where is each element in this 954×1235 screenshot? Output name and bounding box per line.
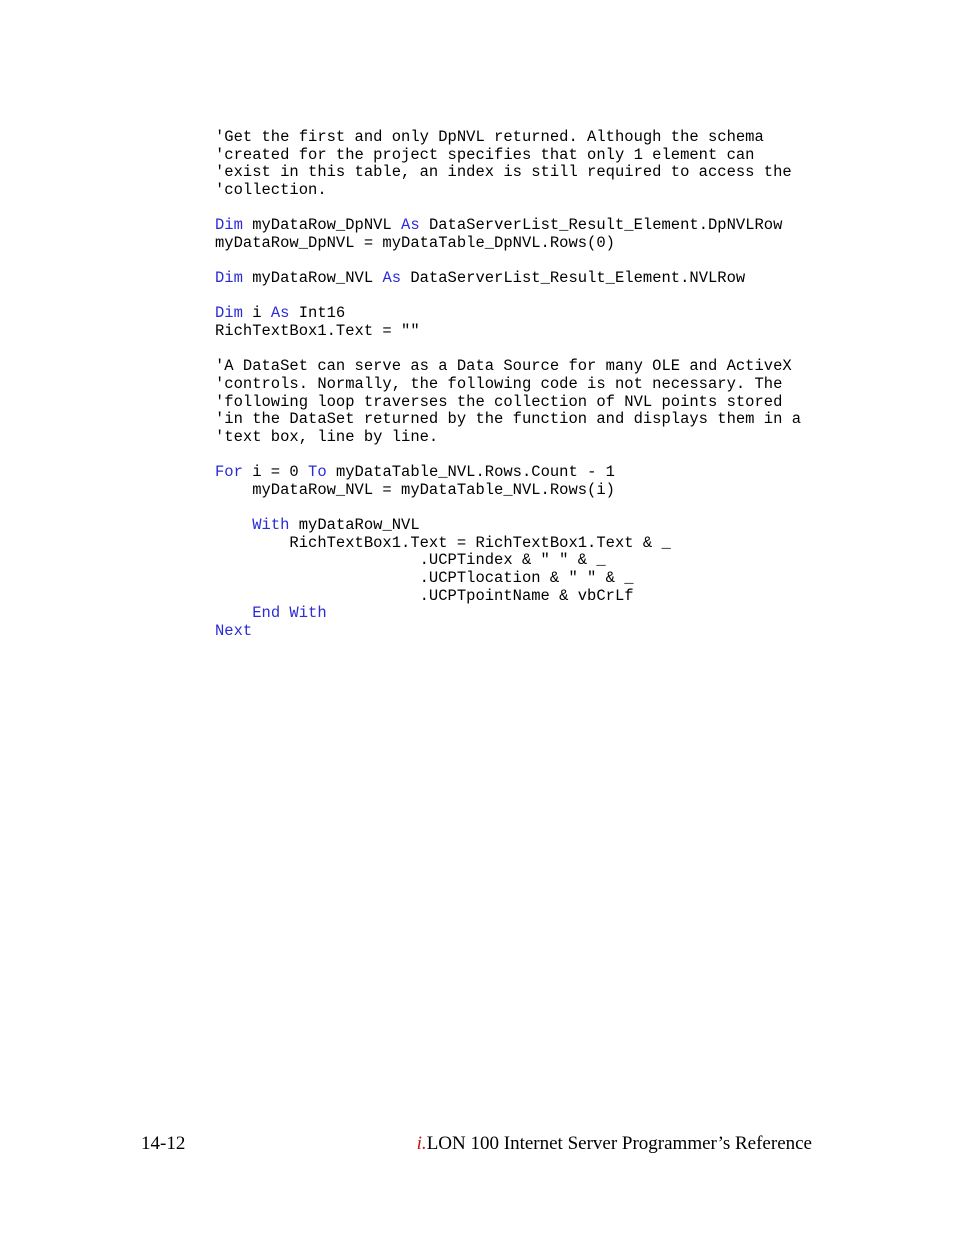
code-text: RichTextBox1.Text = "" xyxy=(215,322,420,341)
page-footer xyxy=(0,1133,954,1159)
code-line xyxy=(215,482,801,500)
code-keyword: Dim xyxy=(215,304,243,323)
code-text: DataServerList_Result_Element.DpNVLRow xyxy=(419,216,783,235)
code-text xyxy=(215,604,252,622)
code-keyword: As xyxy=(401,216,420,235)
code-text: 'text box, line by line. xyxy=(215,427,439,446)
code-text: myDataRow_NVL xyxy=(289,516,420,535)
code-text: 'in the DataSet returned by the function and displays them in a xyxy=(215,410,801,429)
code-line xyxy=(215,464,801,482)
code-keyword: Dim xyxy=(215,269,243,288)
page-number: 14-12 xyxy=(141,1133,186,1154)
code-keyword: To xyxy=(308,463,327,482)
code-text: .UCPTpointName & vbCrLf xyxy=(215,586,634,605)
code-text: myDataRow_DpNVL = myDataTable_DpNVL.Rows(0) xyxy=(215,233,615,252)
code-text: i = 0 xyxy=(242,463,309,482)
code-text xyxy=(215,516,252,534)
code-line xyxy=(215,323,801,341)
code-line xyxy=(215,394,801,412)
blank-code-line xyxy=(215,499,801,517)
code-text: myDataRow_DpNVL xyxy=(242,216,402,235)
code-keyword: End With xyxy=(252,604,327,623)
code-line xyxy=(215,623,801,641)
brand-prefix: i. xyxy=(416,1133,427,1154)
code-listing xyxy=(215,129,801,641)
blank-code-line xyxy=(215,288,801,306)
code-line xyxy=(215,588,801,606)
code-line xyxy=(215,129,801,147)
code-keyword: For xyxy=(215,463,243,482)
code-text: myDataRow_NVL = myDataTable_NVL.Rows(i) xyxy=(215,480,615,499)
code-text: i xyxy=(242,304,271,323)
document-title xyxy=(417,1133,812,1155)
code-keyword: As xyxy=(270,304,290,323)
code-keyword: Next xyxy=(215,621,253,640)
code-text: 'created for the project specifies that only 1 element can xyxy=(215,145,755,164)
code-line xyxy=(215,358,801,376)
code-text: .UCPTlocation & " " & _ xyxy=(215,569,634,588)
code-line xyxy=(215,517,801,535)
code-text: 'exist in this table, an index is still required to access the xyxy=(215,163,792,182)
code-text: 'collection. xyxy=(215,180,327,199)
code-line xyxy=(215,305,801,323)
code-line xyxy=(215,411,801,429)
code-text: Int16 xyxy=(289,304,346,323)
code-text: RichTextBox1.Text = RichTextBox1.Text & _ xyxy=(215,533,671,552)
code-line xyxy=(215,164,801,182)
code-text: 'controls. Normally, the following code is not necessary. The xyxy=(215,374,783,393)
code-line xyxy=(215,235,801,253)
code-text: .UCPTindex & " " & _ xyxy=(215,551,606,570)
code-text: 'A DataSet can serve as a Data Source for many OLE and ActiveX xyxy=(215,357,792,376)
document-title-text: LON 100 Internet Server Programmer’s Reference xyxy=(426,1133,812,1154)
code-line xyxy=(215,270,801,288)
code-line xyxy=(215,429,801,447)
code-text: 'Get the first and only DpNVL returned. Although the schema xyxy=(215,128,764,146)
code-text: 'following loop traverses the collection of NVL points stored xyxy=(215,392,783,411)
code-text: myDataTable_NVL.Rows.Count - 1 xyxy=(326,463,615,482)
blank-code-line xyxy=(215,341,801,359)
blank-code-line xyxy=(215,252,801,270)
code-text: myDataRow_NVL xyxy=(242,269,383,288)
code-text: DataServerList_Result_Element.NVLRow xyxy=(401,269,746,288)
code-line xyxy=(215,552,801,570)
code-keyword: Dim xyxy=(215,216,243,235)
code-line xyxy=(215,376,801,394)
code-line xyxy=(215,535,801,553)
blank-code-line xyxy=(215,447,801,465)
code-line xyxy=(215,217,801,235)
code-line xyxy=(215,147,801,165)
code-line xyxy=(215,182,801,200)
code-keyword: With xyxy=(252,516,290,535)
code-line xyxy=(215,605,801,623)
blank-code-line xyxy=(215,200,801,218)
code-line xyxy=(215,570,801,588)
code-keyword: As xyxy=(382,269,402,288)
